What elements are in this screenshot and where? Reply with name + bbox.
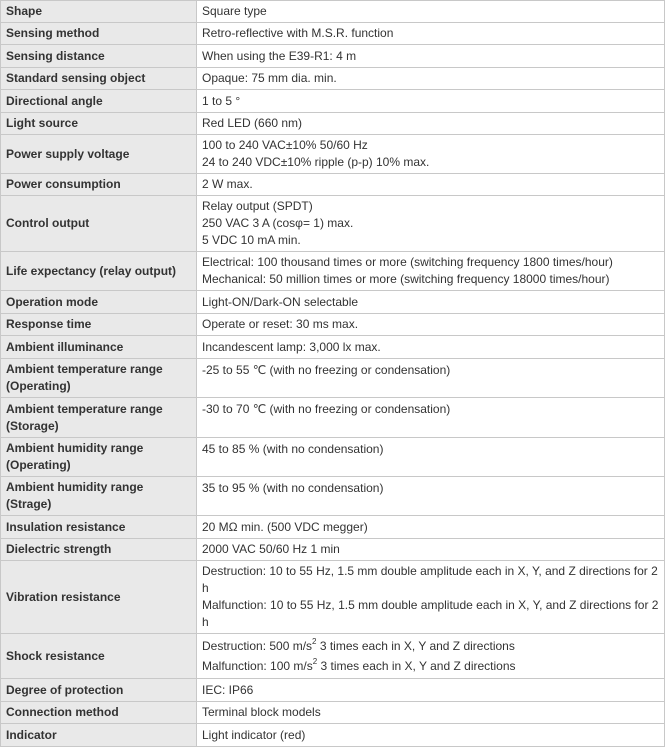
row-value: 1 to 5 ° xyxy=(197,90,665,113)
row-value: -25 to 55 ℃ (with no freezing or condensation) xyxy=(197,359,665,398)
row-value: Light-ON/Dark-ON selectable xyxy=(197,291,665,314)
row-label: Insulation resistance xyxy=(1,516,197,539)
value-line: 250 VAC 3 A (cosφ= 1) max. xyxy=(202,216,354,230)
row-label: Shock resistance xyxy=(1,634,197,679)
table-row xyxy=(1,23,665,45)
table-row xyxy=(1,1,665,23)
row-label: Degree of protection xyxy=(1,679,197,702)
row-value: Operate or reset: 30 ms max. xyxy=(197,314,665,336)
row-value: 45 to 85 % (with no condensation) xyxy=(197,438,665,477)
row-label: Dielectric strength xyxy=(1,539,197,561)
table-row xyxy=(1,702,665,724)
row-label: Indicator xyxy=(1,724,197,747)
row-value: Terminal block models xyxy=(197,702,665,724)
superscript: 2 xyxy=(312,637,317,646)
row-label: Control output xyxy=(1,196,197,252)
row-label: Light source xyxy=(1,113,197,135)
table-row xyxy=(1,359,665,398)
row-label: Operation mode xyxy=(1,291,197,314)
value-line: 100 to 240 VAC±10% 50/60 Hz xyxy=(202,138,368,152)
row-value xyxy=(197,561,665,634)
table-row xyxy=(1,539,665,561)
row-value: Incandescent lamp: 3,000 lx max. xyxy=(197,336,665,359)
row-label: Ambient temperature range (Storage) xyxy=(1,398,197,438)
row-value: Retro-reflective with M.S.R. function xyxy=(197,23,665,45)
table-row xyxy=(1,398,665,438)
row-value xyxy=(197,252,665,291)
value-line: Relay output (SPDT) xyxy=(202,199,313,213)
row-value: Light indicator (red) xyxy=(197,724,665,747)
row-value: 20 MΩ min. (500 VDC megger) xyxy=(197,516,665,539)
table-row xyxy=(1,196,665,252)
row-label: Power consumption xyxy=(1,174,197,196)
value-line: Malfunction: 10 to 55 Hz, 1.5 mm double amplitude each in X, Y, and Z directions for 2 h xyxy=(202,598,659,629)
row-label: Response time xyxy=(1,314,197,336)
row-value: When using the E39-R1: 4 m xyxy=(197,45,665,68)
table-row xyxy=(1,516,665,539)
row-label: Connection method xyxy=(1,702,197,724)
table-row xyxy=(1,634,665,679)
table-row xyxy=(1,45,665,68)
table-row xyxy=(1,291,665,314)
table-row xyxy=(1,477,665,516)
row-value: Red LED (660 nm) xyxy=(197,113,665,135)
row-label: Ambient temperature range (Operating) xyxy=(1,359,197,398)
value-line: Destruction: 500 $m/s^2$ 3 times each in X, Y and Z directions xyxy=(202,637,515,653)
superscript: 2 xyxy=(312,657,318,666)
row-value: 2000 VAC 50/60 Hz 1 min xyxy=(197,539,665,561)
table-row xyxy=(1,679,665,702)
table-row xyxy=(1,336,665,359)
row-value: 35 to 95 % (with no condensation) xyxy=(197,477,665,516)
row-value xyxy=(197,135,665,174)
row-value: Square type xyxy=(197,1,665,23)
row-label: Ambient humidity range (Strage) xyxy=(1,477,197,516)
row-label: Vibration resistance xyxy=(1,561,197,634)
table-row xyxy=(1,314,665,336)
value-line: Mechanical: 50 million times or more (switching frequency 18000 times/hour) xyxy=(202,272,610,286)
row-label: Sensing method xyxy=(1,23,197,45)
row-label: Power supply voltage xyxy=(1,135,197,174)
row-label: Sensing distance xyxy=(1,45,197,68)
row-value: IEC: IP66 xyxy=(197,679,665,702)
row-value xyxy=(197,196,665,252)
row-label: Ambient illuminance xyxy=(1,336,197,359)
value-line: Electrical: 100 thousand times or more (switching frequency 1800 times/hour) xyxy=(202,255,613,269)
row-label: Shape xyxy=(1,1,197,23)
value-line: 24 to 240 VDC±10% ripple (p-p) 10% max. xyxy=(202,155,430,169)
row-label: Directional angle xyxy=(1,90,197,113)
row-value: -30 to 70 ℃ (with no freezing or condensation) xyxy=(197,398,665,438)
table-row xyxy=(1,113,665,135)
value-line: Malfunction: 100 $m/s^2$ 3 times each in X, Y and Z directions xyxy=(202,657,516,673)
table-row xyxy=(1,90,665,113)
row-label: Ambient humidity range (Operating) xyxy=(1,438,197,477)
value-line: Destruction: 10 to 55 Hz, 1.5 mm double amplitude each in X, Y, and Z directions for 2 h xyxy=(202,564,658,595)
row-label: Standard sensing object xyxy=(1,68,197,90)
row-value xyxy=(197,634,665,679)
row-label: Life expectancy (relay output) xyxy=(1,252,197,291)
table-row xyxy=(1,724,665,747)
table-row xyxy=(1,68,665,90)
value-line: 5 VDC 10 mA min. xyxy=(202,233,301,247)
table-row xyxy=(1,252,665,291)
table-row xyxy=(1,438,665,477)
table-row xyxy=(1,135,665,174)
table-row xyxy=(1,174,665,196)
row-value: 2 W max. xyxy=(197,174,665,196)
row-value: Opaque: 75 mm dia. min. xyxy=(197,68,665,90)
table-row xyxy=(1,561,665,634)
